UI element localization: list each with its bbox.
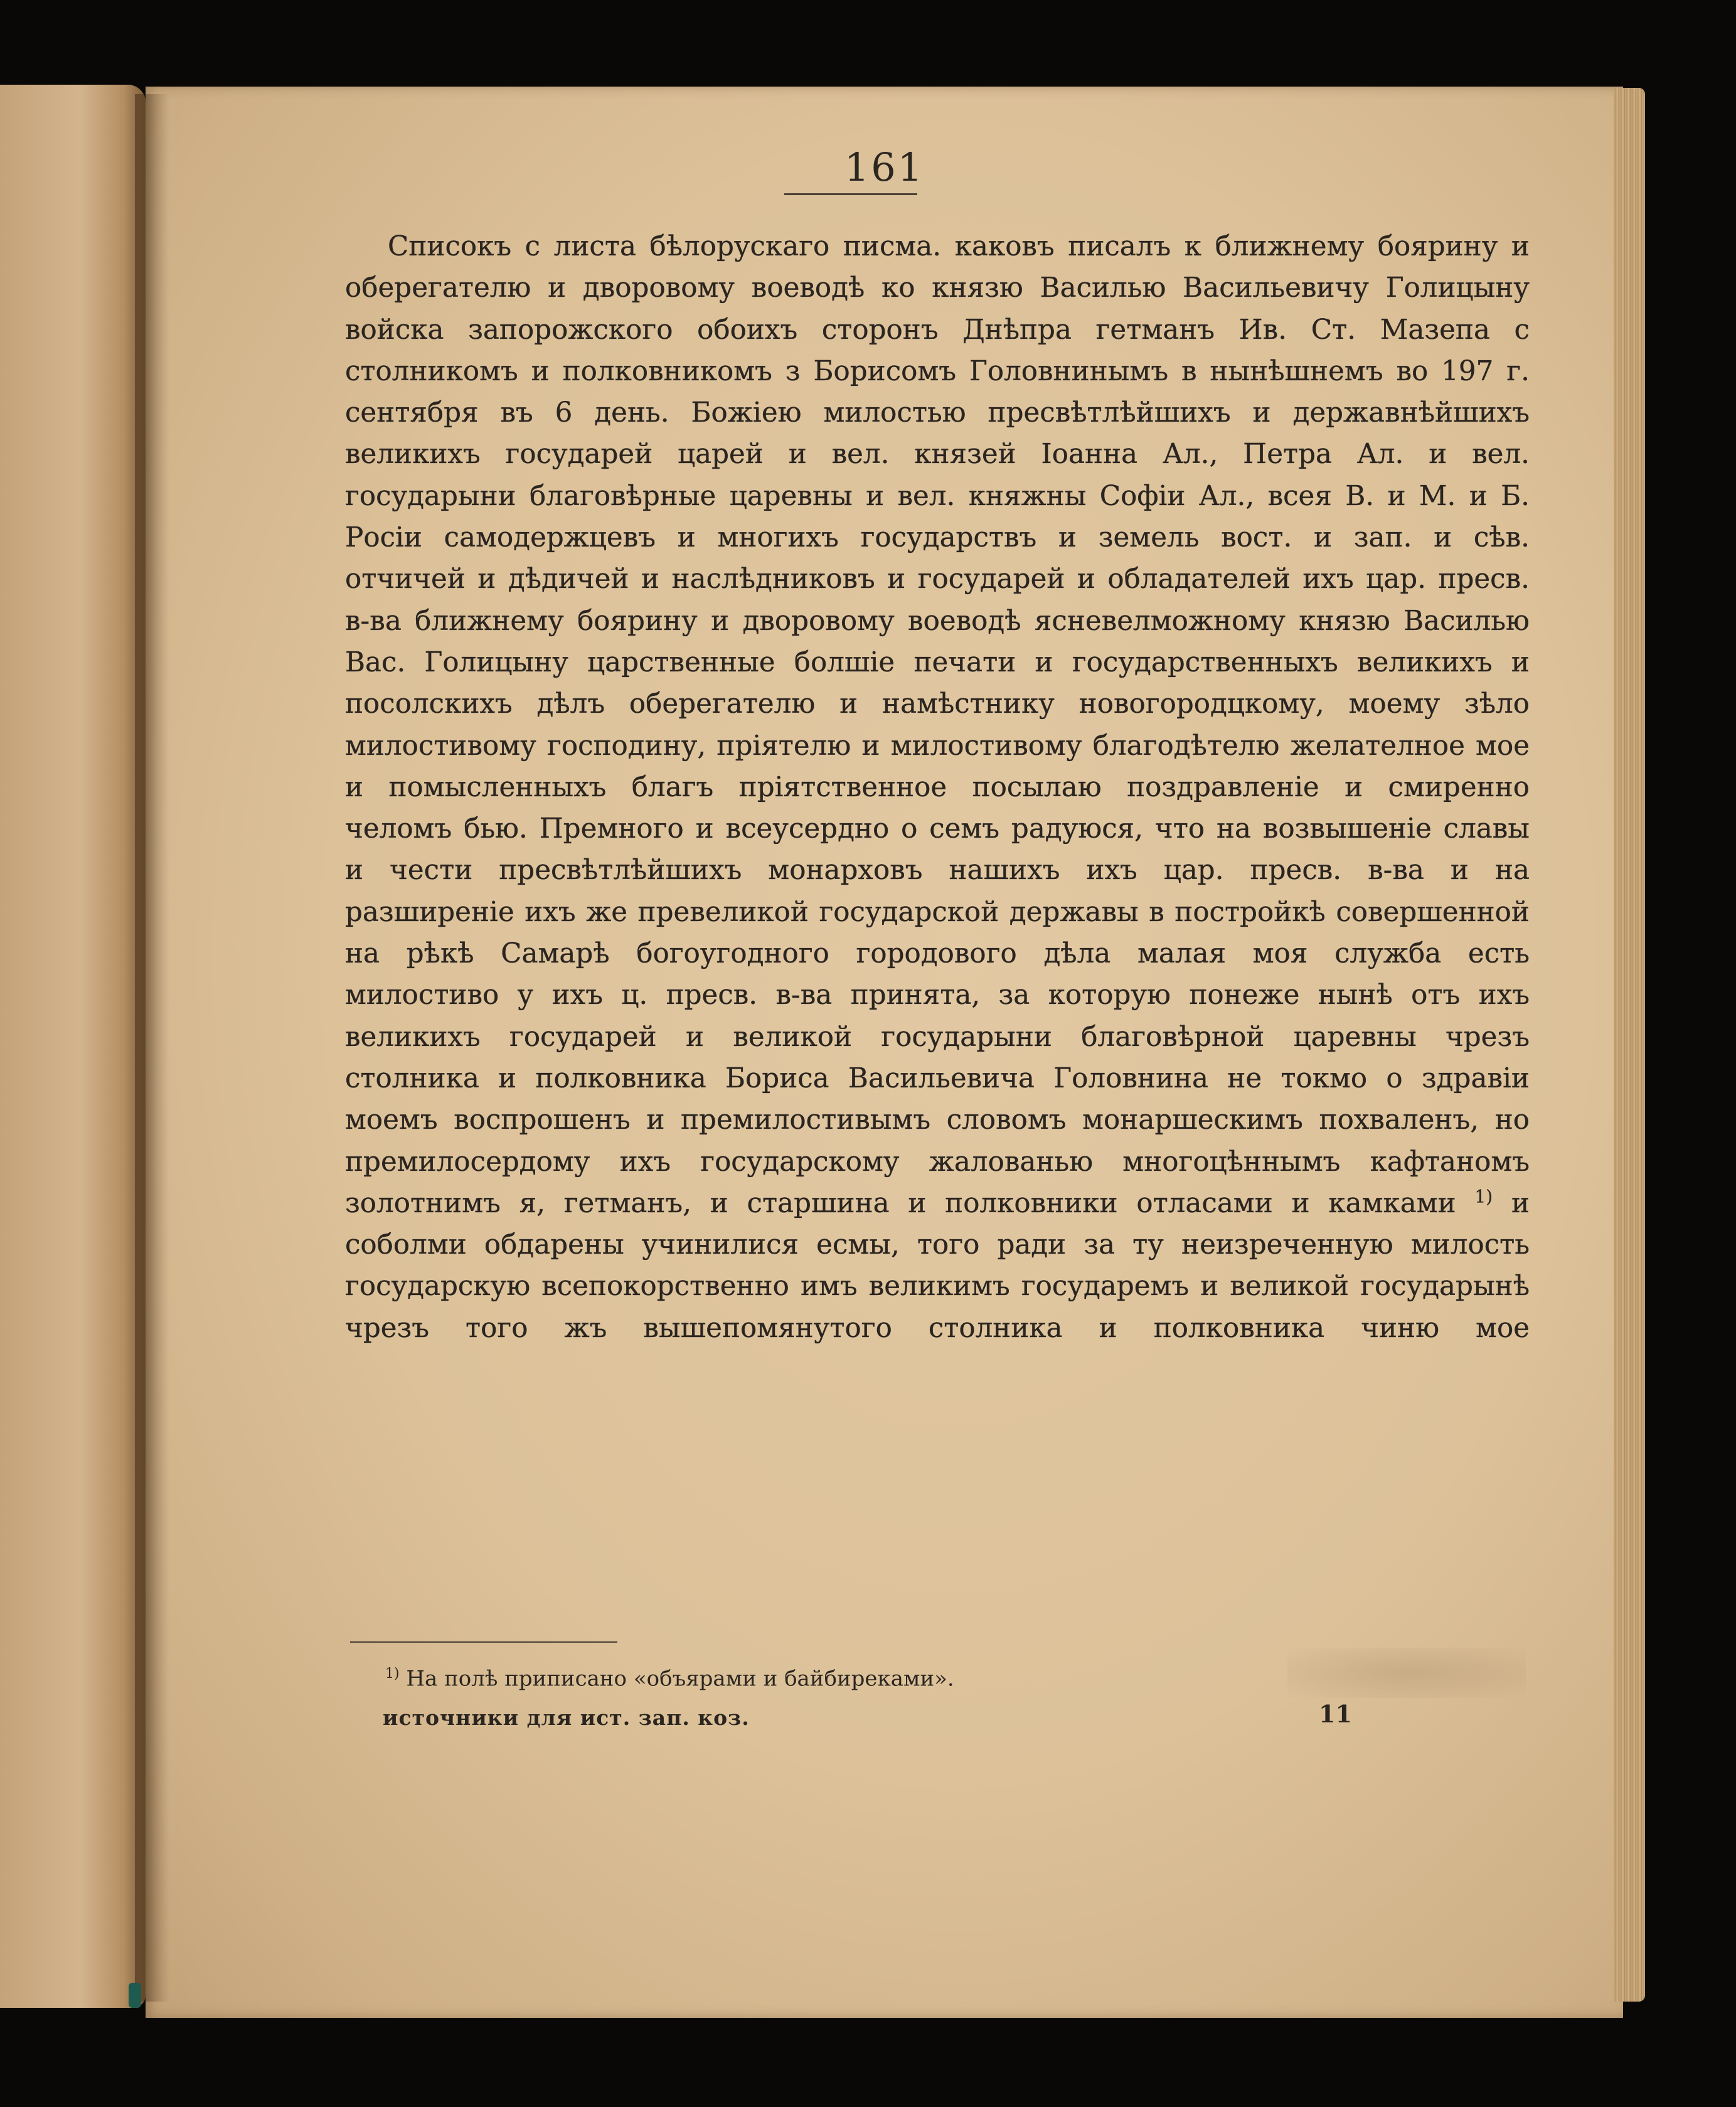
printer-signature: источники для ист. зап. коз. — [383, 1705, 750, 1730]
footnote-rule — [350, 1641, 617, 1643]
left-page-edge — [0, 85, 146, 2008]
footnote-reference: 1) — [1474, 1186, 1493, 1207]
body-paragraph — [345, 226, 1530, 1349]
page-number-rule — [784, 193, 917, 195]
body-text-end: и соболми обдарены учинилися есмы, того ради за ту неизреченную милость государскую всепокорственно имъ великимъ государемъ и великой государынѣ чрезъ того жъ вышепомянутого столника и полковника чиню мое — [345, 1187, 1530, 1344]
binding-thread — [129, 1983, 141, 2008]
footnote — [385, 1660, 954, 1692]
bleed-through-ink — [1287, 1648, 1526, 1698]
sheet-number: 11 — [1319, 1700, 1352, 1728]
gutter-shadow — [135, 94, 169, 2002]
page-edges — [1614, 88, 1645, 2002]
body-text-main: Списокъ с листа бѣлорускаго писма. каковъ писалъ к ближнему боярину и оберегателю и дворовому воеводѣ ко князю Василью Васильевичу Голицыну войска запорожского обоихъ сторонъ Днѣпра гетманъ Ив. Ст. Мазепа с столникомъ и полковникомъ з Борисомъ Головнинымъ в нынѣшнемъ во 197 г. сентября въ 6 день. Божіею милостью пресвѣтлѣйшихъ и державнѣйшихъ великихъ государей царей и вел. князей Іоанна Ал., Петра Ал. и вел. государыни благовѣрные царевны и вел. княжны Софіи Ал., всея В. и М. и Б. Росіи самодержцевъ и многихъ государствъ и земель вост. и зап. и сѣв. отчичей и дѣдичей и наслѣдниковъ и государей и обладателей ихъ цар. пресв. в-ва ближнему боярину и дворовому воеводѣ ясневелможному князю Василью Вас. Голицыну царственные болшіе печати и государственныхъ великихъ и посолскихъ дѣлъ оберегателю и намѣстнику новогородцкому, моему зѣло милостивому господину, пріятелю и милостивому благодѣтелю желателное мое и помысленныхъ благъ пріятственное посылаю поздравленіе и смиренно челомъ бью. Премного и всеусердно о семъ радуюся, что на возвышеніе славы и чести пресвѣтлѣйшихъ монарховъ нашихъ ихъ цар. пресв. в-ва и на разширеніе ихъ же превеликой государской державы в постройкѣ совершенной на рѣкѣ Самарѣ богоугодного городового дѣла малая моя служба есть милостиво у ихъ ц. пресв. в-ва принята, за которую понеже нынѣ отъ ихъ великихъ государей и великой государыни благовѣрной царевны чрезъ столника и полковника Бориса Васильевича Головнина не токмо о здравіи моемъ воспрошенъ и премилостивымъ словомъ монаршескимъ похваленъ, но премилосердому ихъ государскому жалованью многоцѣннымъ кафтаномъ золотнимъ я, гетманъ, и старшина и полковники отласами и камками — [345, 231, 1530, 1219]
page-number: 161 — [844, 144, 925, 190]
footnote-marker: 1) — [385, 1666, 400, 1682]
footnote-text: На полѣ приписано «объярами и байбиреками». — [399, 1666, 954, 1692]
book-page — [146, 87, 1623, 2018]
